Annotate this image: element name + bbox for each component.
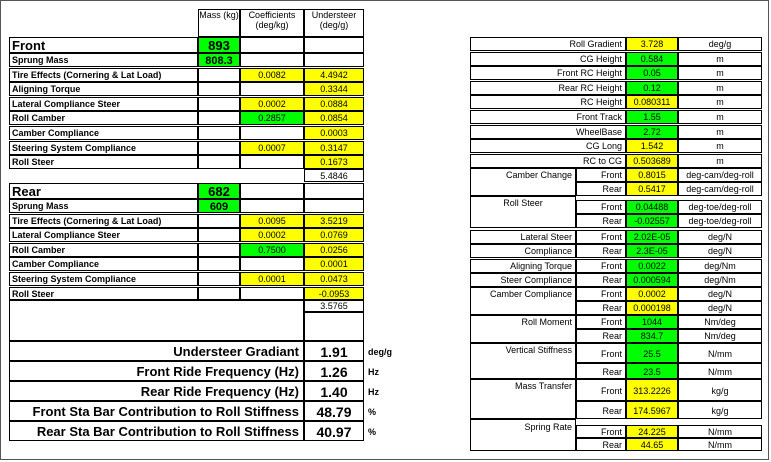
mass-transfer-front-unit: kg/g: [678, 379, 762, 401]
rear-row-coefficient[interactable]: 0.7500: [240, 243, 304, 257]
rear-row-coefficient[interactable]: 0.0002: [240, 228, 304, 242]
front-row-mass: [198, 68, 240, 82]
param-value[interactable]: 0.05: [626, 66, 678, 80]
spring-rate-rear-label: Rear: [576, 438, 626, 451]
vertical-stiffness-front-label: Front: [576, 343, 626, 363]
front-row-coefficient[interactable]: 0.2857: [240, 111, 304, 125]
summary-unit: %: [368, 407, 377, 417]
param-unit: m: [678, 95, 762, 109]
summary-label: Front Sta Bar Contribution to Roll Stiffness: [9, 401, 304, 421]
summary-label: Rear Sta Bar Contribution to Roll Stiffness: [9, 421, 304, 441]
rear-row-understeer: 0.0256: [304, 243, 364, 257]
front-row-label: Camber Compliance: [9, 126, 198, 140]
camber-change-rear-value[interactable]: 0.5417: [626, 182, 678, 196]
aligning-torque-front-label: Front: [576, 259, 626, 273]
steer-compliance-rear-label: Rear: [576, 273, 626, 287]
spring-rate-front-value[interactable]: 24.225: [626, 425, 678, 438]
front-row-coefficient: [240, 53, 304, 67]
front-row-coefficient: [240, 82, 304, 96]
param-label: CG Height: [470, 52, 626, 66]
front-row-label: Roll Steer: [9, 155, 198, 169]
front-row-label: Tire Effects (Cornering & Lat Load): [9, 68, 198, 82]
lateral-steer-front-label: Front: [576, 230, 626, 244]
empty-cell: [304, 183, 364, 199]
rear-row-label: Roll Steer: [9, 287, 198, 301]
rear-row-coefficient: [240, 199, 304, 213]
rear-row-coefficient[interactable]: 0.0001: [240, 272, 304, 286]
param-unit: m: [678, 110, 762, 124]
front-row-label: Steering System Compliance: [9, 141, 198, 155]
empty-cell: [304, 37, 364, 53]
camber-change-rear-unit: deg-cam/deg-roll: [678, 182, 762, 196]
front-row-understeer: 0.0854: [304, 111, 364, 125]
summary-value: 1.40: [304, 381, 364, 401]
param-value[interactable]: 0.12: [626, 81, 678, 95]
label-lateral-steer: Lateral Steer: [470, 230, 576, 244]
label-compliance: Compliance: [470, 244, 576, 258]
rear-row-label: Lateral Compliance Steer: [9, 228, 198, 242]
summary-unit: %: [368, 427, 377, 437]
param-label: RC Height: [470, 95, 626, 109]
spring-rate-front-label: Front: [576, 425, 626, 438]
rear-row-understeer: -0.0953: [304, 287, 364, 301]
label-aligning-torque: Aligning Torque: [470, 259, 576, 273]
camber-compliance-rear-value[interactable]: 0.000198: [626, 301, 678, 315]
front-row-understeer: 0.0003: [304, 126, 364, 140]
rear-row-mass: [198, 228, 240, 242]
param-value[interactable]: 1.55: [626, 110, 678, 124]
front-row-mass: [198, 97, 240, 111]
label-camber-change: Camber Change: [470, 168, 576, 196]
mass-transfer-rear-value[interactable]: 174.5967: [626, 401, 678, 419]
roll-moment-rear-value[interactable]: 834.7: [626, 329, 678, 343]
param-label: Front Track: [470, 110, 626, 124]
label-roll-moment: Roll Moment: [470, 315, 576, 343]
rear-row-understeer: 0.0769: [304, 228, 364, 242]
rear-row-label: Steering System Compliance: [9, 272, 198, 286]
lateral-steer-rear-label: Rear: [576, 244, 626, 258]
summary-value: 1.91: [304, 341, 364, 361]
front-row-coefficient[interactable]: 0.0082: [240, 68, 304, 82]
roll-steer-front-unit: deg-toe/deg-roll: [678, 200, 762, 214]
roll-moment-front-unit: Nm/deg: [678, 315, 762, 329]
lateral-steer-rear-value[interactable]: 2.3E-05: [626, 244, 678, 258]
param-unit: m: [678, 154, 762, 168]
rear-row-mass[interactable]: 609: [198, 199, 240, 213]
front-row-coefficient: [240, 155, 304, 169]
summary-unit: deg/g: [368, 347, 392, 357]
header-coefficients: Coefficients (deg/kg): [240, 9, 304, 37]
camber-change-rear-label: Rear: [576, 182, 626, 196]
roll-moment-front-label: Front: [576, 315, 626, 329]
camber-compliance-rear-unit: deg/N: [678, 301, 762, 315]
roll-moment-front-value[interactable]: 1044: [626, 315, 678, 329]
param-value[interactable]: 0.080311: [626, 95, 678, 109]
front-row-mass: [198, 155, 240, 169]
camber-compliance-front-label: Front: [576, 287, 626, 301]
summary-unit: Hz: [368, 387, 379, 397]
front-row-label: Aligning Torque: [9, 82, 198, 96]
front-row-mass: [198, 126, 240, 140]
rear-row-label: Sprung Mass: [9, 199, 198, 213]
lateral-steer-rear-unit: deg/N: [678, 244, 762, 258]
front-row-coefficient[interactable]: 0.0002: [240, 97, 304, 111]
front-understeer-total: 5.4846: [304, 169, 364, 182]
rear-understeer-total: 3.5765: [304, 299, 364, 312]
label-steer-compliance: Steer Compliance: [470, 273, 576, 287]
param-label: CG Long: [470, 139, 626, 153]
aligning-torque-front-unit: deg/Nm: [678, 259, 762, 273]
front-row-label: Roll Camber: [9, 111, 198, 125]
rear-row-label: Tire Effects (Cornering & Lat Load): [9, 214, 198, 228]
param-unit: m: [678, 52, 762, 66]
roll-moment-rear-label: Rear: [576, 329, 626, 343]
label-spring-rate: Spring Rate: [470, 419, 576, 451]
front-total-mass[interactable]: 893: [198, 37, 240, 53]
vertical-stiffness-front-value[interactable]: 25.5: [626, 343, 678, 363]
mass-transfer-front-value[interactable]: 313.2226: [626, 379, 678, 401]
steer-compliance-rear-value[interactable]: 0.000594: [626, 273, 678, 287]
summary-value: 1.26: [304, 361, 364, 381]
rear-row-label: Camber Compliance: [9, 257, 198, 271]
param-label: Rear RC Height: [470, 81, 626, 95]
lateral-steer-front-value[interactable]: 2.02E-05: [626, 230, 678, 244]
front-row-understeer: 4.4942: [304, 68, 364, 82]
front-row-mass: [198, 141, 240, 155]
spring-rate-front-unit: N/mm: [678, 425, 762, 438]
label-vertical-stiffness: Vertical Stiffness: [470, 343, 576, 379]
rear-row-coefficient: [240, 257, 304, 271]
rear-row-mass: [198, 272, 240, 286]
param-unit: m: [678, 125, 762, 139]
empty-cell: [240, 37, 304, 53]
rear-row-understeer: 0.0473: [304, 272, 364, 286]
front-row-label: Lateral Compliance Steer: [9, 97, 198, 111]
rear-row-understeer: [304, 199, 364, 213]
camber-change-front-label: Front: [576, 168, 626, 182]
rear-row-understeer: 0.0001: [304, 257, 364, 271]
front-row-coefficient[interactable]: 0.0007: [240, 141, 304, 155]
label-roll-steer: Roll Steer: [470, 196, 576, 228]
param-value[interactable]: 3.728: [626, 37, 678, 51]
rear-row-mass: [198, 243, 240, 257]
spring-rate-rear-value[interactable]: 44.65: [626, 438, 678, 451]
spring-rate-rear-unit: N/mm: [678, 438, 762, 451]
lateral-steer-front-unit: deg/N: [678, 230, 762, 244]
vertical-stiffness-rear-unit: N/mm: [678, 363, 762, 379]
param-value[interactable]: 1.542: [626, 139, 678, 153]
front-row-mass: [198, 82, 240, 96]
summary-label: Understeer Gradiant: [9, 341, 304, 361]
roll-steer-front-label: Front: [576, 200, 626, 214]
summary-label: Rear Ride Frequency (Hz): [9, 381, 304, 401]
label-camber-compliance: Camber Compliance: [470, 287, 576, 315]
label-mass-transfer: Mass Transfer: [470, 379, 576, 419]
front-row-mass[interactable]: 808.3: [198, 53, 240, 67]
front-row-coefficient: [240, 126, 304, 140]
roll-steer-rear-value[interactable]: -0.02557: [626, 214, 678, 228]
aligning-torque-front-value[interactable]: 0.0022: [626, 259, 678, 273]
param-unit: m: [678, 66, 762, 80]
param-value[interactable]: 0.503689: [626, 154, 678, 168]
empty-block: [304, 312, 364, 341]
header-mass: Mass (kg): [198, 9, 240, 37]
roll-steer-rear-label: Rear: [576, 214, 626, 228]
header-understeer: Understeer (deg/g): [304, 9, 364, 37]
camber-compliance-rear-label: Rear: [576, 301, 626, 315]
front-row-label: Sprung Mass: [9, 53, 198, 67]
param-label: Front RC Height: [470, 66, 626, 80]
rear-row-mass: [198, 214, 240, 228]
rear-row-coefficient[interactable]: 0.0095: [240, 214, 304, 228]
camber-compliance-front-value[interactable]: 0.0002: [626, 287, 678, 301]
param-label: Roll Gradient: [470, 37, 626, 51]
roll-steer-rear-unit: deg-toe/deg-roll: [678, 214, 762, 228]
mass-transfer-rear-unit: kg/g: [678, 401, 762, 419]
rear-row-understeer: 3.5219: [304, 214, 364, 228]
vertical-stiffness-front-unit: N/mm: [678, 343, 762, 363]
param-unit: m: [678, 139, 762, 153]
rear-total-mass[interactable]: 682: [198, 183, 240, 199]
empty-cell: [240, 183, 304, 199]
front-row-understeer: [304, 53, 364, 67]
roll-steer-front-value[interactable]: 0.04488: [626, 200, 678, 214]
mass-transfer-front-label: Front: [576, 379, 626, 401]
camber-change-front-unit: deg-cam/deg-roll: [678, 168, 762, 182]
empty-block: [9, 299, 304, 341]
param-unit: deg/g: [678, 37, 762, 51]
summary-label: Front Ride Frequency (Hz): [9, 361, 304, 381]
param-value[interactable]: 0.584: [626, 52, 678, 66]
param-unit: m: [678, 81, 762, 95]
vertical-stiffness-rear-value[interactable]: 23.5: [626, 363, 678, 379]
front-row-understeer: 0.3147: [304, 141, 364, 155]
vertical-stiffness-rear-label: Rear: [576, 363, 626, 379]
summary-unit: Hz: [368, 367, 379, 377]
param-label: WheelBase: [470, 125, 626, 139]
front-title: Front: [9, 37, 198, 53]
summary-value: 48.79: [304, 401, 364, 421]
mass-transfer-rear-label: Rear: [576, 401, 626, 419]
rear-row-label: Roll Camber: [9, 243, 198, 257]
steer-compliance-rear-unit: deg/Nm: [678, 273, 762, 287]
front-row-understeer: 0.1673: [304, 155, 364, 169]
roll-moment-rear-unit: Nm/deg: [678, 329, 762, 343]
camber-compliance-front-unit: deg/N: [678, 287, 762, 301]
summary-value: 40.97: [304, 421, 364, 441]
rear-title: Rear: [9, 183, 198, 199]
param-label: RC to CG: [470, 154, 626, 168]
param-value[interactable]: 2.72: [626, 125, 678, 139]
rear-row-mass: [198, 257, 240, 271]
front-row-understeer: 0.0884: [304, 97, 364, 111]
front-row-understeer: 0.3344: [304, 82, 364, 96]
camber-change-front-value[interactable]: 0.8015: [626, 168, 678, 182]
front-row-mass: [198, 111, 240, 125]
